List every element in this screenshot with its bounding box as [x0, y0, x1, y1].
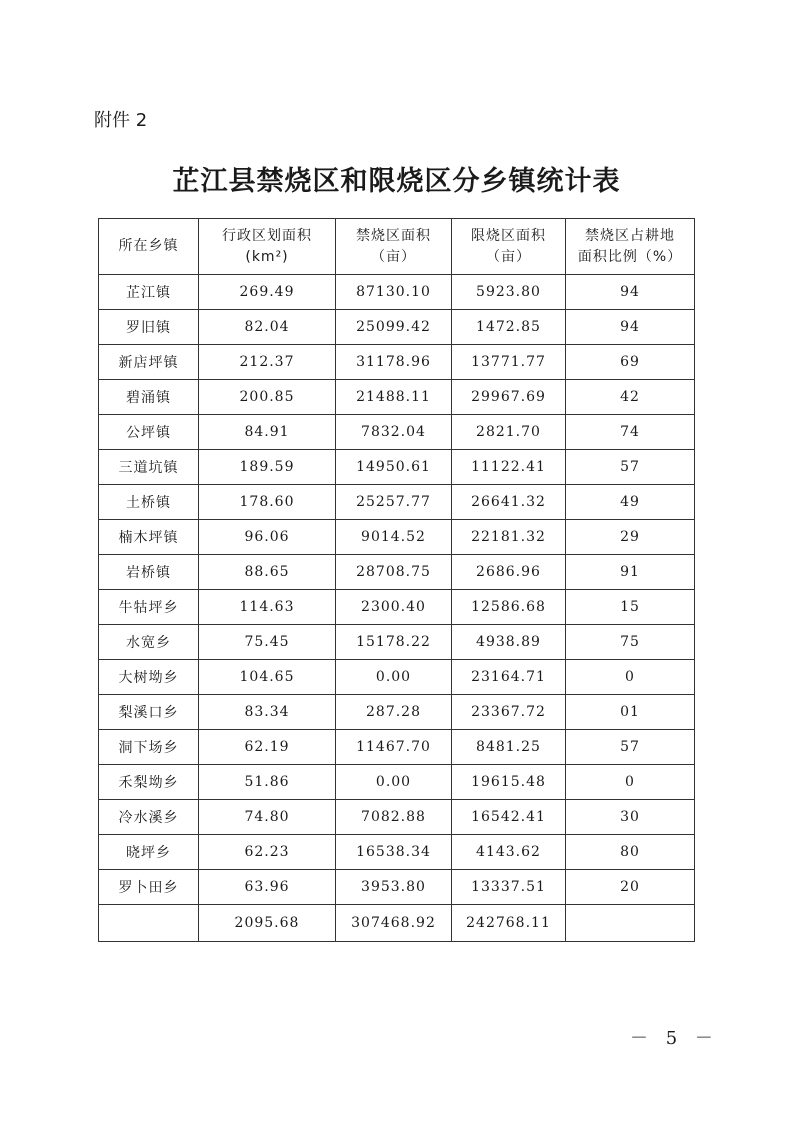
- town-cell: 禾梨坳乡: [99, 765, 199, 800]
- table-row: [99, 800, 695, 835]
- table-row: [99, 345, 695, 380]
- table-body: [99, 275, 695, 905]
- ratio-cell: 0: [566, 660, 695, 695]
- limit-area-cell: 8481.25: [452, 730, 566, 765]
- ban-area-cell: 7832.04: [336, 415, 452, 450]
- ratio-cell: 20: [566, 870, 695, 905]
- limit-area-cell: 29967.69: [452, 380, 566, 415]
- admin-area-cell: 84.91: [199, 415, 336, 450]
- page-number: － 5 －: [630, 1028, 719, 1049]
- ratio-cell: 94: [566, 275, 695, 310]
- admin-area-cell: 75.45: [199, 625, 336, 660]
- header-ban-area: 禁烧区面积 （亩）: [336, 219, 452, 275]
- admin-area-cell: 104.65: [199, 660, 336, 695]
- ratio-cell: 0: [566, 765, 695, 800]
- limit-area-cell: 4938.89: [452, 625, 566, 660]
- ratio-cell: 57: [566, 450, 695, 485]
- admin-area-cell: 63.96: [199, 870, 336, 905]
- ratio-cell: 74: [566, 415, 695, 450]
- limit-area-cell: 4143.62: [452, 835, 566, 870]
- ban-area-cell: 9014.52: [336, 520, 452, 555]
- table-row: [99, 835, 695, 870]
- header-admin-area: 行政区划面积 (km²): [199, 219, 336, 275]
- table-row: [99, 625, 695, 660]
- town-cell: 罗旧镇: [99, 310, 199, 345]
- table-row: [99, 380, 695, 415]
- ban-area-cell: 25257.77: [336, 485, 452, 520]
- limit-area-cell: 16542.41: [452, 800, 566, 835]
- table-row: [99, 660, 695, 695]
- header-row: [99, 219, 695, 275]
- admin-area-cell: 96.06: [199, 520, 336, 555]
- town-cell: 岩桥镇: [99, 555, 199, 590]
- ratio-cell: 91: [566, 555, 695, 590]
- ban-area-cell: 25099.42: [336, 310, 452, 345]
- ban-area-cell: 16538.34: [336, 835, 452, 870]
- town-cell: 大树坳乡: [99, 660, 199, 695]
- table-header: [99, 219, 695, 275]
- ban-area-cell: 11467.70: [336, 730, 452, 765]
- limit-area-cell: 23367.72: [452, 695, 566, 730]
- table-row: [99, 695, 695, 730]
- ratio-cell: 80: [566, 835, 695, 870]
- ban-area-cell: 87130.10: [336, 275, 452, 310]
- limit-area-cell: 13337.51: [452, 870, 566, 905]
- total-row: [99, 905, 695, 942]
- ban-area-cell: 15178.22: [336, 625, 452, 660]
- town-cell: 新店坪镇: [99, 345, 199, 380]
- admin-area-cell: 83.34: [199, 695, 336, 730]
- total-admin-area: 2095.68: [199, 905, 336, 942]
- town-cell: 三道坑镇: [99, 450, 199, 485]
- limit-area-cell: 11122.41: [452, 450, 566, 485]
- page-title: 芷江县禁烧区和限烧区分乡镇统计表: [172, 166, 621, 197]
- ratio-cell: 75: [566, 625, 695, 660]
- limit-area-cell: 5923.80: [452, 275, 566, 310]
- town-cell: 牛牯坪乡: [99, 590, 199, 625]
- table-row: [99, 275, 695, 310]
- ban-area-cell: 28708.75: [336, 555, 452, 590]
- admin-area-cell: 212.37: [199, 345, 336, 380]
- ratio-cell: 01: [566, 695, 695, 730]
- ban-area-cell: 31178.96: [336, 345, 452, 380]
- total-ban-area: 307468.92: [336, 905, 452, 942]
- ban-area-cell: 2300.40: [336, 590, 452, 625]
- ban-area-cell: 287.28: [336, 695, 452, 730]
- admin-area-cell: 114.63: [199, 590, 336, 625]
- total-limit-area: 242768.11: [452, 905, 566, 942]
- admin-area-cell: 82.04: [199, 310, 336, 345]
- limit-area-cell: 12586.68: [452, 590, 566, 625]
- town-cell: 晓坪乡: [99, 835, 199, 870]
- ban-area-cell: 21488.11: [336, 380, 452, 415]
- town-cell: 冷水溪乡: [99, 800, 199, 835]
- total-label: [99, 905, 199, 942]
- limit-area-cell: 13771.77: [452, 345, 566, 380]
- table-row: [99, 765, 695, 800]
- town-cell: 芷江镇: [99, 275, 199, 310]
- town-cell: 梨溪口乡: [99, 695, 199, 730]
- total-ratio: [566, 905, 695, 942]
- ban-area-cell: 0.00: [336, 765, 452, 800]
- town-cell: 土桥镇: [99, 485, 199, 520]
- limit-area-cell: 1472.85: [452, 310, 566, 345]
- limit-area-cell: 2821.70: [452, 415, 566, 450]
- town-cell: 水宽乡: [99, 625, 199, 660]
- table-row: [99, 590, 695, 625]
- limit-area-cell: 26641.32: [452, 485, 566, 520]
- header-ratio: 禁烧区占耕地 面积比例（%）: [566, 219, 695, 275]
- table-row: [99, 555, 695, 590]
- table-row: [99, 520, 695, 555]
- limit-area-cell: 19615.48: [452, 765, 566, 800]
- table-row: [99, 450, 695, 485]
- ratio-cell: 49: [566, 485, 695, 520]
- ratio-cell: 42: [566, 380, 695, 415]
- ratio-cell: 15: [566, 590, 695, 625]
- limit-area-cell: 2686.96: [452, 555, 566, 590]
- admin-area-cell: 269.49: [199, 275, 336, 310]
- admin-area-cell: 88.65: [199, 555, 336, 590]
- town-cell: 楠木坪镇: [99, 520, 199, 555]
- admin-area-cell: 200.85: [199, 380, 336, 415]
- limit-area-cell: 22181.32: [452, 520, 566, 555]
- ratio-cell: 69: [566, 345, 695, 380]
- ratio-cell: 29: [566, 520, 695, 555]
- admin-area-cell: 51.86: [199, 765, 336, 800]
- ratio-cell: 30: [566, 800, 695, 835]
- ratio-cell: 94: [566, 310, 695, 345]
- table-row: [99, 730, 695, 765]
- admin-area-cell: 178.60: [199, 485, 336, 520]
- header-limit-area: 限烧区面积 （亩）: [452, 219, 566, 275]
- attachment-label: 附件 2: [94, 110, 148, 131]
- table-row: [99, 310, 695, 345]
- ban-area-cell: 7082.88: [336, 800, 452, 835]
- ban-area-cell: 3953.80: [336, 870, 452, 905]
- ban-area-cell: 14950.61: [336, 450, 452, 485]
- town-cell: 公坪镇: [99, 415, 199, 450]
- limit-area-cell: 23164.71: [452, 660, 566, 695]
- admin-area-cell: 74.80: [199, 800, 336, 835]
- admin-area-cell: 62.23: [199, 835, 336, 870]
- town-cell: 洞下场乡: [99, 730, 199, 765]
- header-town: 所在乡镇: [99, 219, 199, 275]
- table-row: [99, 870, 695, 905]
- table-row: [99, 485, 695, 520]
- ban-area-cell: 0.00: [336, 660, 452, 695]
- ratio-cell: 57: [566, 730, 695, 765]
- admin-area-cell: 62.19: [199, 730, 336, 765]
- stats-table: [98, 218, 695, 942]
- admin-area-cell: 189.59: [199, 450, 336, 485]
- table-row: [99, 415, 695, 450]
- town-cell: 罗卜田乡: [99, 870, 199, 905]
- town-cell: 碧涌镇: [99, 380, 199, 415]
